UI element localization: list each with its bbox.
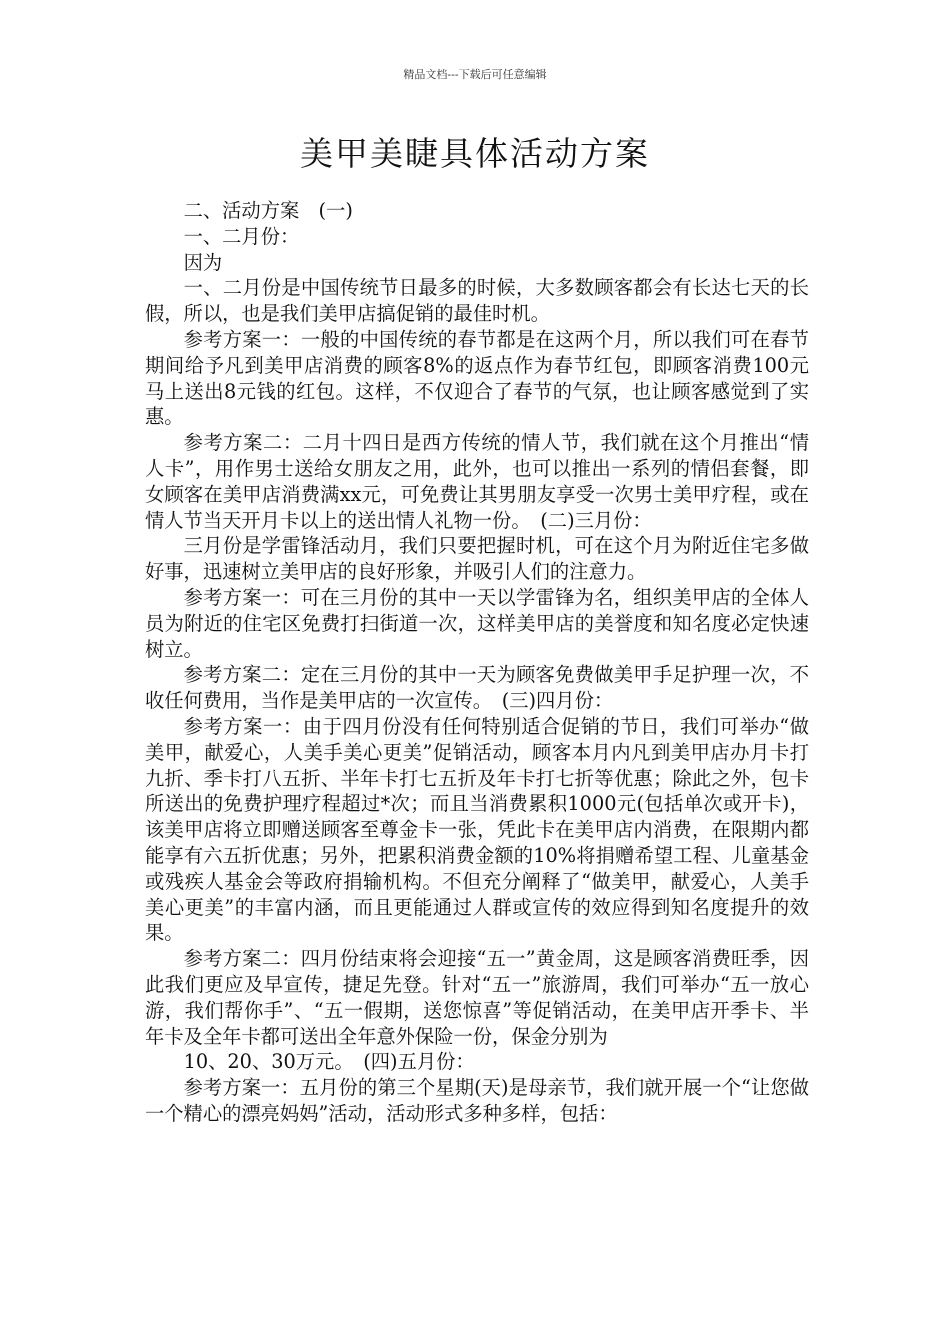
body-paragraph: 参考方案一：一般的中国传统的春节都是在这两个月，所以我们可在春节期间给予凡到美甲店消费的顾客8%的返点作为春节红包，即顾客消费100元马上送出8元钱的红包。这样，不仅迎合了春节的气氛，也让顾客感觉到了实惠。 xyxy=(145,327,809,429)
page-header: 精品文档---下载后可任意编辑 xyxy=(403,68,547,81)
body-paragraph: 一、二月份是中国传统节日最多的时候，大多数顾客都会有长达七天的长假，所以，也是我们美甲店搞促销的最佳时机。 xyxy=(145,276,809,326)
body-paragraph: 参考方案一：五月份的第三个星期(天)是母亲节，我们就开展一个“让您做一个精心的漂亮妈妈”活动，活动形式多种多样，包括： xyxy=(145,1076,809,1125)
body-paragraph: 参考方案一：可在三月份的其中一天以学雷锋为名，组织美甲店的全体人员为附近的住宅区免费打扫街道一次，这样美甲店的美誉度和知名度必定快速树立。 xyxy=(145,585,809,661)
document-body xyxy=(145,198,809,1127)
body-paragraph: 三月份是学雷锋活动月，我们只要把握时机，可在这个月为附近住宅多做好事，迅速树立美甲店的良好形象，并吸引人们的注意力。 xyxy=(145,534,809,584)
body-paragraph: 参考方案二：二月十四日是西方传统的情人节，我们就在这个月推出“情人卡”，用作男士送给女朋友之用，此外，也可以推出一系列的情侣套餐，即女顾客在美甲店消费满xx元，可免费让其男朋友享受一次男士美甲疗程，或在情人节当天开月卡以上的送出情人礼物一份。 (二)三月份： xyxy=(145,431,809,532)
body-paragraph: 10、20、30万元。 (四)五月份： xyxy=(183,1050,475,1074)
body-paragraph: 参考方案一：由于四月份没有任何特别适合促销的节日，我们可举办“做美甲，献爱心，人美手美心更美”促销活动，顾客本月内凡到美甲店办月卡打九折、季卡打八五折、半年卡打七五折及年卡打七折等优惠；除此之外，包卡所送出的免费护理疗程超过*次；而且当消费累积1000元(包括单次或开卡)，该美甲店将立即赠送顾客至尊金卡一张，凭此卡在美甲店内消费，在限期内都能享有六五折优惠；另外，把累积消费金额的10%将捐赠希望工程、儿童基金或残疾人基金会等政府捐输机构。不但充分阐释了“做美甲，献爱心，人美手美心更美”的丰富内涵，而且更能通过人群或宣传的效应得到知名度提升的效果。 xyxy=(145,714,809,945)
body-paragraph: 因为 xyxy=(183,250,223,274)
document-title: 美甲美睫具体活动方案 xyxy=(300,134,650,173)
body-paragraph: 参考方案二：定在三月份的其中一天为顾客免费做美甲手足护理一次，不收任何费用，当作是美甲店的一次宣传。 (三)四月份： xyxy=(145,663,809,713)
section-heading: 二、活动方案 (一) xyxy=(183,199,353,222)
subsection-heading: 一、二月份： xyxy=(183,224,300,248)
body-paragraph: 参考方案二：四月份结束将会迎接“五一”黄金周，这是顾客消费旺季，因此我们更应及早宣传，捷足先登。针对“五一”旅游周，我们可举办“五一放心游，我们帮你手”、“五一假期，送您惊喜”等促销活动，在美甲店开季卡、半年卡及全年卡都可送出全年意外保险一份，保金分别为 xyxy=(145,947,809,1048)
